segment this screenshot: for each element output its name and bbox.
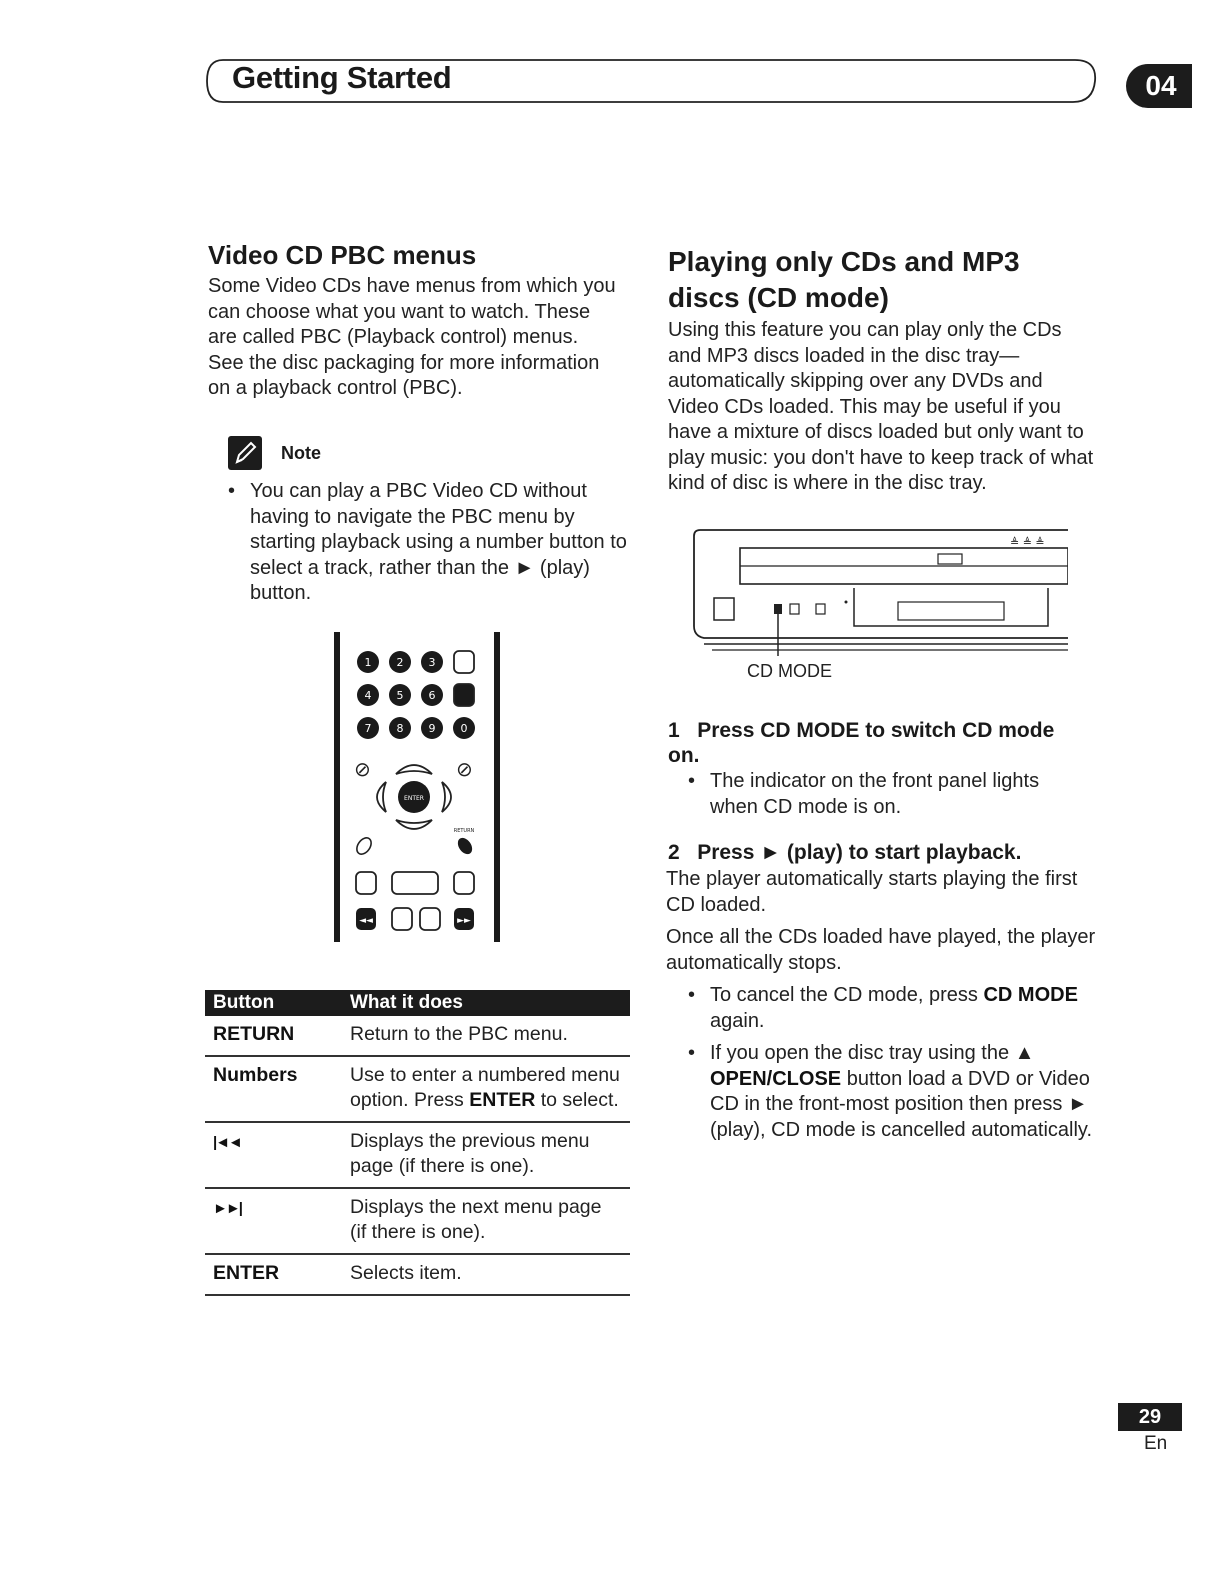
remote-number-label: 3 xyxy=(428,656,436,669)
previous-icon: |◄◄ xyxy=(213,1134,241,1151)
table-header-what: What it does xyxy=(342,990,630,1016)
bullet-dot: • xyxy=(688,770,696,792)
remote-number-label: 4 xyxy=(364,689,372,702)
bullet-dot: • xyxy=(688,984,696,1006)
step-1-bullet-text: The indicator on the front panel lights when CD mode is on. xyxy=(710,770,1040,818)
svg-text:⊘: ⊘ xyxy=(354,757,371,781)
page-section-title: Getting Started xyxy=(232,60,452,95)
remote-number-label: 1 xyxy=(364,656,372,669)
note-bullet xyxy=(228,479,628,607)
remote-control-illustration xyxy=(334,632,502,944)
remote-blank-key xyxy=(454,651,474,673)
step-2-body-2: Once all the CDs loaded have played, the player automatically stops. xyxy=(666,926,1096,974)
bullet-bold: CD MODE xyxy=(983,984,1078,1006)
remote-number-label: 6 xyxy=(428,689,436,702)
table-row xyxy=(205,1122,630,1188)
remote-number-label: 2 xyxy=(396,656,404,669)
table-cell-desc: Displays the next menu page (if there is one). xyxy=(342,1188,630,1254)
cd-mode-callout-label: CD MODE xyxy=(747,661,832,681)
chapter-badge: 04 xyxy=(1126,64,1192,108)
svg-text:⊘: ⊘ xyxy=(456,757,473,781)
next-icon: ►►| xyxy=(213,1200,241,1217)
step-1-title xyxy=(668,718,1078,768)
table-cell-button: Numbers xyxy=(205,1056,342,1122)
table-row xyxy=(205,1188,630,1254)
step-1-bullet xyxy=(688,769,1088,820)
step-number: 1 xyxy=(668,719,680,742)
step-2-title xyxy=(668,841,1088,865)
table-header-row xyxy=(205,990,630,1016)
remote-enter-label: ENTER xyxy=(404,795,424,802)
remote-number-label: 0 xyxy=(460,722,468,735)
table-cell-desc: Selects item. xyxy=(342,1254,630,1295)
table-cell-button: RETURN xyxy=(205,1016,342,1056)
svg-text:≜ ≜ ≜: ≜ ≜ ≜ xyxy=(1010,536,1045,549)
remote-enter-key xyxy=(454,684,474,706)
note-bullet-text: You can play a PBC Video CD without having to navigate the PBC menu by starting playback using a number button to select a track, rather than the ► (play) button. xyxy=(250,480,627,604)
table-row xyxy=(205,1016,630,1056)
bullet-text: again. xyxy=(710,1009,765,1032)
vcd-pbc-body: Some Video CDs have menus from which you can choose what you want to watch. These are called PBC (Playback control) menus. See the disc packaging for more information on a playback control (PBC). xyxy=(208,275,616,399)
table-row xyxy=(205,1254,630,1295)
step-number: 2 xyxy=(668,841,680,864)
bullet-bold: OPEN/CLOSE xyxy=(710,1067,842,1090)
desc-bold: ENTER xyxy=(469,1089,536,1111)
cancel-cd-mode-bullet xyxy=(688,983,1088,1034)
svg-text:◄◄: ◄◄ xyxy=(359,916,373,926)
step-1-text: Press CD MODE to switch CD mode on. xyxy=(668,719,1055,767)
step-2-text: Press ► (play) to start playback. xyxy=(697,841,1022,864)
bullet-text: If you open the disc tray using the ▲ xyxy=(710,1042,1035,1064)
pbc-buttons-table xyxy=(205,990,630,1296)
page-language: En xyxy=(1144,1433,1168,1454)
remote-number-label: 7 xyxy=(364,722,372,735)
vcd-pbc-heading: Video CD PBC menus xyxy=(208,240,477,270)
page-number: 29 xyxy=(1118,1403,1182,1431)
svg-text:►►: ►► xyxy=(457,916,471,926)
remote-number-label: 5 xyxy=(396,689,404,702)
desc-text: Use to enter a numbered menu option. Press xyxy=(350,1064,620,1111)
bullet-text: button load a DVD or Video CD in the front-most position then press ► (play), CD mode is cancelled automatically. xyxy=(710,1067,1093,1141)
remote-number-label: 9 xyxy=(428,722,436,735)
table-cell-desc xyxy=(342,1056,630,1122)
bullet-dot: • xyxy=(228,480,236,502)
note-pencil-icon xyxy=(228,436,262,470)
desc-text: to select. xyxy=(535,1089,619,1111)
cd-mode-body: Using this feature you can play only the CDs and MP3 discs loaded in the disc tray—automatically skipping over any DVDs and Video CDs loaded. This may be useful if you have a mixture of discs loaded but only want to play music: you don't have to keep track of what kind of disc is where in the disc tray. xyxy=(668,319,1094,494)
dvd-player-front-panel-illustration xyxy=(692,526,1068,656)
bullet-dot: • xyxy=(688,1042,696,1064)
table-cell-button: ENTER xyxy=(205,1254,342,1295)
table-cell-desc: Return to the PBC menu. xyxy=(342,1016,630,1056)
table-cell-desc: Displays the previous menu page (if there is one). xyxy=(342,1122,630,1188)
note-label: Note xyxy=(281,443,321,463)
bullet-text: To cancel the CD mode, press xyxy=(710,984,984,1006)
remote-number-label: 8 xyxy=(396,722,404,735)
table-header-button: Button xyxy=(205,990,342,1016)
remote-return-label: RETURN xyxy=(453,828,475,834)
table-row xyxy=(205,1056,630,1122)
cd-mode-heading: Playing only CDs and MP3 discs (CD mode) xyxy=(668,246,1020,313)
step-2-body: The player automatically starts playing the first CD loaded. xyxy=(666,868,1078,916)
open-close-bullet xyxy=(688,1041,1098,1143)
